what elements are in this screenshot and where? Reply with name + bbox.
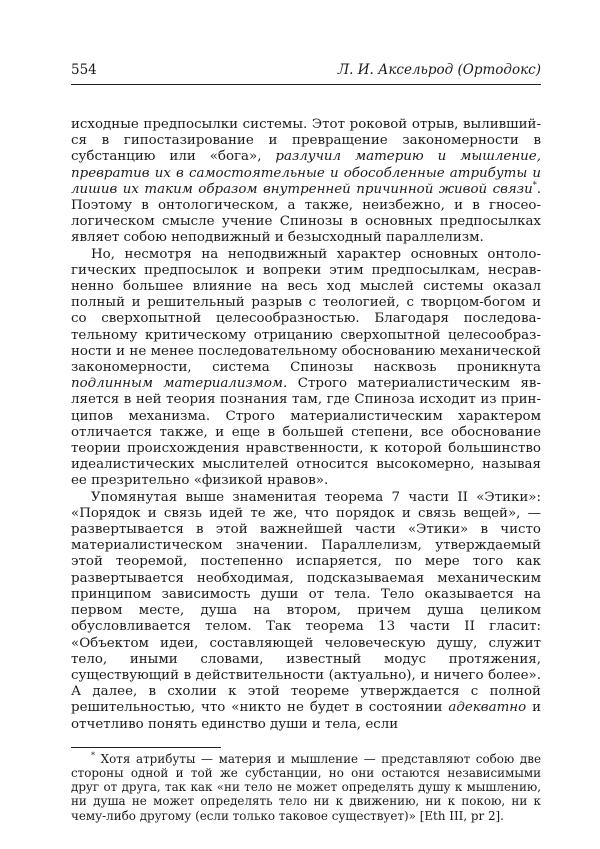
text-span: Упомянутая выше знаменитая теорема 7 части II «Этики»: «Порядок и связь идей те же, что порядок и связь вещей», — развертывается в этой важнейшей части «Этики» в чисто материалистическом значении. Параллелизм, утверждаемый этой теоремой, постепенно испаряется, по мере того как развертывается необходимая, подсказываемая механическим принципом зависимость души от тела. Тело оказывается на первом месте, душа на втором, причем душа целиком обусловливается телом. Так теорема 13 части II гласит: «Объектом идеи, составляющей человеческую душу, служит тело, иными словами, известный модус протяжения, существующий в действительности (актуально), и ничего более». А далее, в схолии к этой теореме утверждается с полной решительностью, что «никто не будет в состоянии bbox=[71, 489, 541, 716]
footnote-marker: * bbox=[91, 750, 95, 760]
text-span: Хотя атрибуты — материя и мышление — представляют собою две стороны одной и той же субстанции, но они остаются независимыми друг от друга, так как «ни тело не может определять душу к мышлению, ни душа не может определять тело ни к движению, ни к покою, ни к чему-либо другому (если только таковое существует)» [Eth III, pr 2]. bbox=[71, 751, 541, 823]
footnote bbox=[71, 752, 541, 823]
italic-span: разлучил материю и мышление, превратив их в самостоятельные и обособленные атрибуты и лишив их таким образом внутренней причинной живой связи bbox=[71, 149, 541, 197]
italic-span: подлинным материализмом bbox=[71, 376, 284, 392]
running-header bbox=[71, 62, 541, 85]
footnote-marker: * bbox=[532, 180, 537, 190]
paragraph bbox=[71, 247, 541, 490]
text-span: . Строго материалистическим является в ней теория познания там, где Спиноза исходит из принципов механизма. Строго материалистическим характером отличается также, и еще в большей степени, все обоснование теории происхождения нравственности, к которой большинство идеалистических мыслителей относится высокомерно, называя ее презрительно «физикой нравов». bbox=[71, 376, 541, 489]
document-page bbox=[71, 62, 541, 823]
main-text bbox=[71, 117, 541, 733]
text-span: и отчетливо понять единство души и тела, если bbox=[71, 700, 541, 732]
text-span: . Поэтому в онтологическом, а также, неизбежно, и в гносеологическом смысле учение Спинозы в основных предпосылках являет собою неподвижный и безысходный параллелизм. bbox=[71, 181, 541, 246]
footnotes bbox=[71, 752, 541, 823]
footnote-separator bbox=[71, 747, 221, 748]
paragraph bbox=[71, 117, 541, 247]
paragraph bbox=[71, 490, 541, 733]
italic-span: адекватно bbox=[448, 700, 527, 716]
text-span: Но, несмотря на неподвижный характер основных онтологических предпосылок и вопреки этим предпосылкам, несравненно большее влияние на весь ход мыслей системы оказал полный и решительный разрыв с теологией, с творцом-богом и со сверхопытной целесообразностью. Благодаря последовательному критическому отрицанию сверхопытной целесообразности и не менее последовательному обоснованию механической закономерности, система Спинозы насквозь проникнута bbox=[71, 246, 541, 376]
text-span: исходные предпосылки системы. Этот роковой отрыв, вылившийся в гипостазирование и превращение закономерности в субстанцию или «бога», bbox=[71, 117, 541, 165]
running-title-author: Л. И. Аксельрод (Ортодокс) bbox=[337, 62, 541, 78]
page-number: 554 bbox=[71, 62, 97, 78]
